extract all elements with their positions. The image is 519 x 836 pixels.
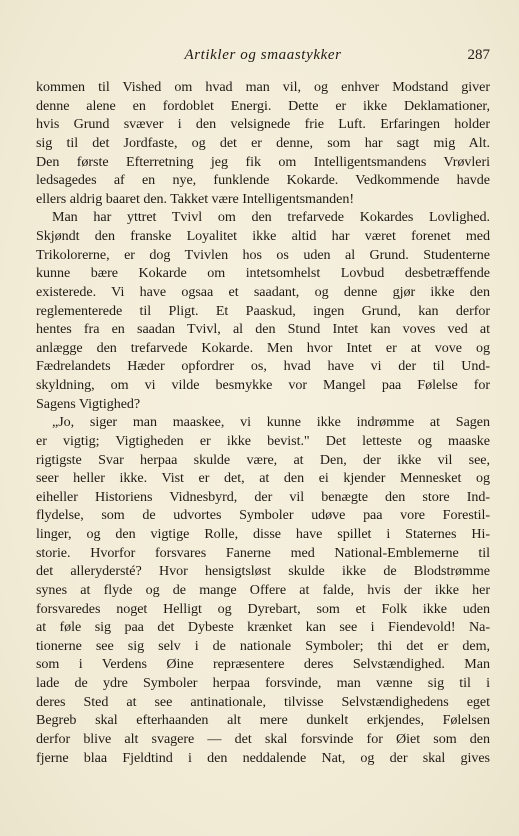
text-line: Den første Efterretning jeg fik om Intelligentsmandens Vrøvleri [36, 153, 490, 170]
text-line: Fædrelandets Hæder opfordrer os, hvad have vi der til Und- [36, 358, 490, 375]
text-line: ellers aldrig baaret den. Takket være Intelligentsmanden! [36, 190, 354, 207]
text-line: fjerne blaa Fjeldtind i den neddalende Nat, og der skal gives [36, 749, 490, 766]
text-line: synes at flyde og de mange Offere at falde, hvis der ikke her [36, 581, 490, 598]
body-text [36, 78, 490, 767]
text-line: lade de ydre Symboler herpaa forsvinde, man vænne sig til i [36, 675, 490, 691]
text-line: „Jo, siger man maaskee, vi kunne ikke indrømme at Sagen [52, 414, 490, 431]
text-line: rigtigste Svar herpaa skulde være, at Den, der ikke vil see, [36, 451, 490, 468]
running-title: Artikler og smaastykker [184, 47, 342, 63]
text-line: linger, og den vigtige Rolle, disse have spillet i Staternes Hi- [36, 526, 490, 542]
text-line: Begreb skal efterhaanden alt mere dunkelt erkjendes, Følelsen [36, 712, 490, 729]
text-line: Sagens Vigtighed? [36, 395, 141, 412]
text-line: at føle sig paa det Dybeste krænket kan see i Fiendevold! Na- [36, 619, 490, 636]
text-line: er vigtig; Vigtigheden er ikke bevist." Det letteste og maaske [36, 432, 490, 449]
text-line: reglementerede til Pligt. Et Paaskud, ingen Grund, kan derfor [36, 302, 490, 319]
text-line: hvis Grund svæver i den velsignede frie Luft. Erfaringen holder [36, 116, 490, 133]
text-line: det allerydersté? Hvor hensigtsløst skulde ikke de Blodstrømme [36, 563, 490, 580]
text-line: forsvaredes noget Helligt og Dyrebart, som et Folk ikke uden [36, 600, 490, 617]
text-line: Man har yttret Tvivl om den trefarvede Kokardes Lovlighed. [52, 209, 490, 226]
text-line: Trikolorerne, er dog Tvivlen hos os uden al Grund. Studenterne [36, 246, 490, 263]
running-head [36, 46, 490, 64]
page-number: 287 [467, 47, 490, 63]
text-line: derfor blive alt svagere — det skal forsvinde for Øiet som den [36, 730, 490, 747]
text-line: som i Verdens Øine repræsentere deres Selvstændighed. Man [36, 656, 490, 673]
text-line: hentes fra en saadan Tvivl, al den Stund Intet kan voves ved at [36, 321, 490, 338]
text-line: anlægge den trefarvede Kokarde. Men hvor Intet er at vove og [36, 339, 490, 356]
text-line: seer heller ikke. Vist er det, at den ei kjender Mennesket og [36, 470, 490, 487]
text-line: kunne bære Kokarde om intetsomhelst Lovbud desbetræffende [36, 265, 490, 282]
text-line: existerede. Vi have ogsaa et saadant, og denne gjør ikke den [36, 283, 490, 300]
text-line: storie. Hvorfor forsvares Fanerne med National-Emblemerne til [36, 544, 490, 561]
text-line: skyldning, om vi vilde besmykke vor Mangel paa Følelse for [36, 377, 490, 393]
text-line: deres Sted at see antinationale, tilvisse Selvstændighedens eget [36, 693, 490, 710]
text-line: kommen til Vished om hvad man vil, og enhver Modstand giver [36, 79, 490, 95]
text-line: Skjøndt den franske Loyalitet ikke altid har været forenet med [36, 228, 490, 244]
text-line: sig til det Jordfaste, og det er denne, som har sagt mig Alt. [36, 134, 490, 151]
text-line: flydelse, som de udvortes Symboler udøve paa vore Forestil- [36, 507, 490, 524]
text-line: eiheller Historiens Vidnesbyrd, der vil benægte den store Ind- [36, 488, 490, 505]
text-line: tionerne see sig selv i de nationale Symboler; thi det er dem, [36, 637, 490, 654]
text-line: denne alene en fordoblet Energi. Dette er ikke Deklamationer, [36, 97, 490, 114]
text-line: ledsagedes af en nye, funklende Kokarde. Vedkommende havde [36, 172, 490, 189]
